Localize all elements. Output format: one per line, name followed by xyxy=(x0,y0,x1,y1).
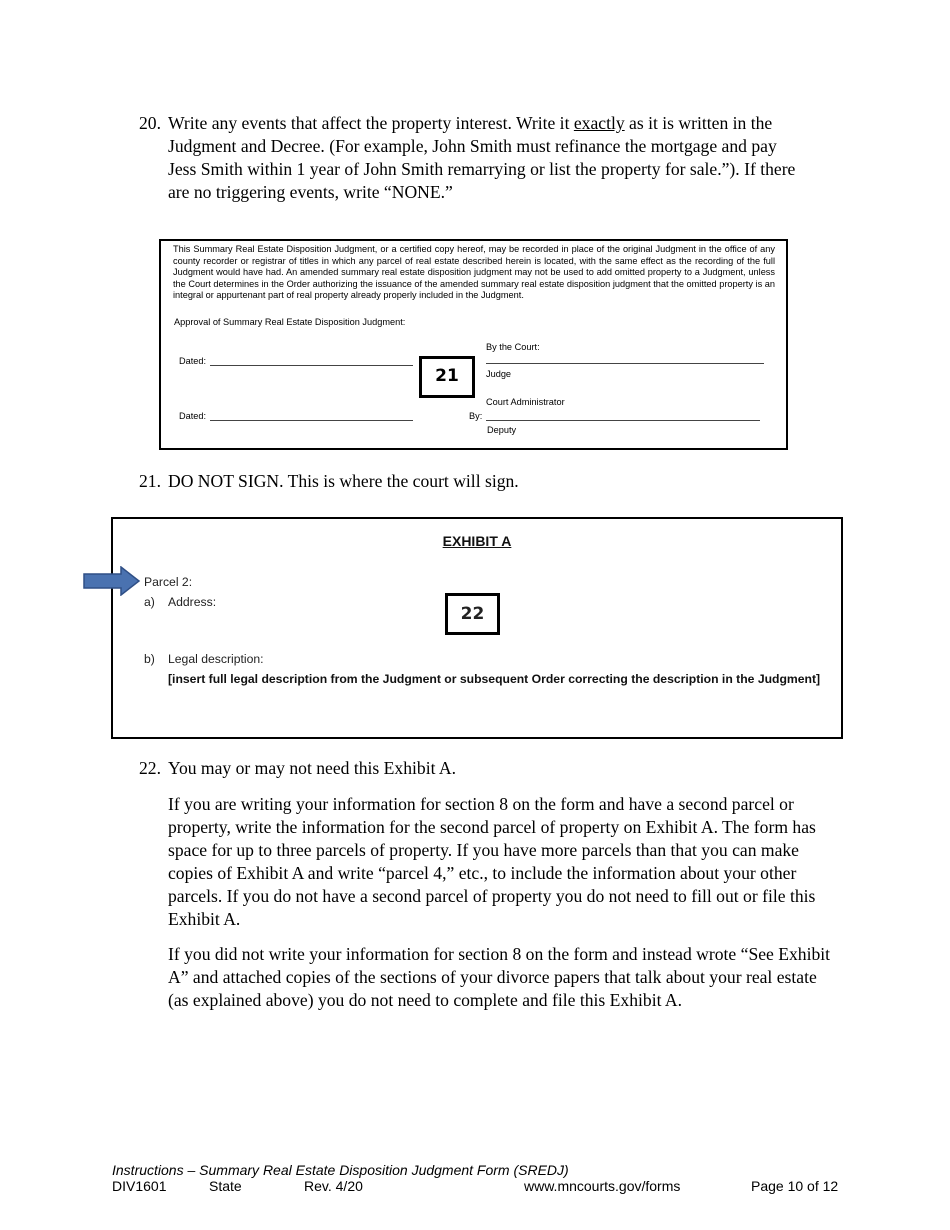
dated-line-2 xyxy=(210,420,413,421)
dated-label-2: Dated: xyxy=(179,411,207,421)
deputy-signature-line xyxy=(486,420,760,421)
exhibit-a-explanation-paragraph: If you are writing your information for section 8 on the form and have a second parcel or property, write the information for the second parcel of property on Exhibit A. The form has space for up to three parcels of property. If you have more parcels than that you can make copies of Exhibit A and write “parcel 4,” etc., to include the information about your other parcels. If you do not have a second parcel of property you do not need to fill out or file this Exhibit A. xyxy=(168,794,816,929)
callout-badge-22: 22 xyxy=(445,593,500,635)
callout-badge-21: 21 xyxy=(419,356,475,398)
footer-url[interactable]: www.mncourts.gov/forms xyxy=(524,1178,681,1194)
judge-label: Judge xyxy=(486,369,512,379)
item-21-number: 21. xyxy=(139,471,161,491)
exhibit-a-excerpt xyxy=(111,517,843,739)
item-20-line-3: Jess Smith within 1 year of John Smith remarrying or list the property for sale.”). If there xyxy=(168,159,796,179)
address-marker: a) xyxy=(144,595,155,609)
dated-label-1: Dated: xyxy=(179,356,207,366)
item-20-line-1: Write any events that affect the property interest. Write it exactly as it is written in the xyxy=(168,113,773,133)
legal-description-marker: b) xyxy=(144,652,155,666)
approval-label: Approval of Summary Real Estate Disposition Judgment: xyxy=(174,317,406,327)
item-21 xyxy=(0,470,950,494)
footer-state: State xyxy=(209,1178,242,1194)
emphasis-exactly: exactly xyxy=(573,113,625,133)
item-20-line-4: are no triggering events, write “NONE.” xyxy=(168,182,453,202)
parcel-label: Parcel 2: xyxy=(144,575,193,589)
form-excerpt-signature xyxy=(159,239,788,450)
by-the-court-label: By the Court: xyxy=(486,342,540,352)
judge-signature-line xyxy=(486,363,764,364)
item-22 xyxy=(0,757,950,781)
by-label: By: xyxy=(469,411,483,421)
item-20-number: 20. xyxy=(139,113,161,133)
footer-title: Instructions – Summary Real Estate Disposition Judgment Form (SREDJ) xyxy=(112,1162,569,1178)
item-22-text: You may or may not need this Exhibit A. xyxy=(168,758,457,778)
court-admin-label: Court Administrator xyxy=(486,397,565,407)
footer-page-number: Page 10 of 12 xyxy=(751,1178,839,1194)
footer-revision: Rev. 4/20 xyxy=(304,1178,363,1194)
address-label: Address: xyxy=(168,595,217,609)
recording-paragraph: This Summary Real Estate Disposition Judgment, or a certified copy hereof, may be recorded in place of the original Judgment in the office of any county recorder or registrar of titles in which any parcel of real estate described herein is located, with the same effect as the recording of the full Judgment would have had. An amended summary real estate disposition judgment may not be used to add omitted property to a Judgment, unless the Court determines in the Order authorizing the issuance of the amended summary real estate disposition judgment that the omitted property is an integral or appurtenant part of real property already properly included in the Judgment. xyxy=(173,244,775,300)
item-20-line-2: Judgment and Decree. (For example, John Smith must refinance the mortgage and pay xyxy=(168,136,777,156)
item-22-number: 22. xyxy=(139,758,161,778)
page-footer xyxy=(112,1162,842,1194)
footer-form-number: DIV1601 xyxy=(112,1178,167,1194)
item-21-text: DO NOT SIGN. This is where the court will sign. xyxy=(168,471,519,491)
pointer-arrow-icon xyxy=(83,566,141,596)
legal-description-label: Legal description: xyxy=(168,652,264,666)
item-20 xyxy=(0,112,950,207)
deputy-label: Deputy xyxy=(487,425,517,435)
legal-description-instruction: [insert full legal description from the Judgment or subsequent Order correcting the description in the Judgment] xyxy=(168,672,821,686)
exhibit-title: EXHIBIT A xyxy=(442,533,512,549)
dated-line-1 xyxy=(210,365,413,366)
exhibit-a-not-needed-paragraph: If you did not write your information for section 8 on the form and instead wrote “See Exhibit A” and attached copies of the sections of your divorce papers that talk about your real estate (as explained above) you do not need to complete and file this Exhibit A. xyxy=(168,944,831,1010)
